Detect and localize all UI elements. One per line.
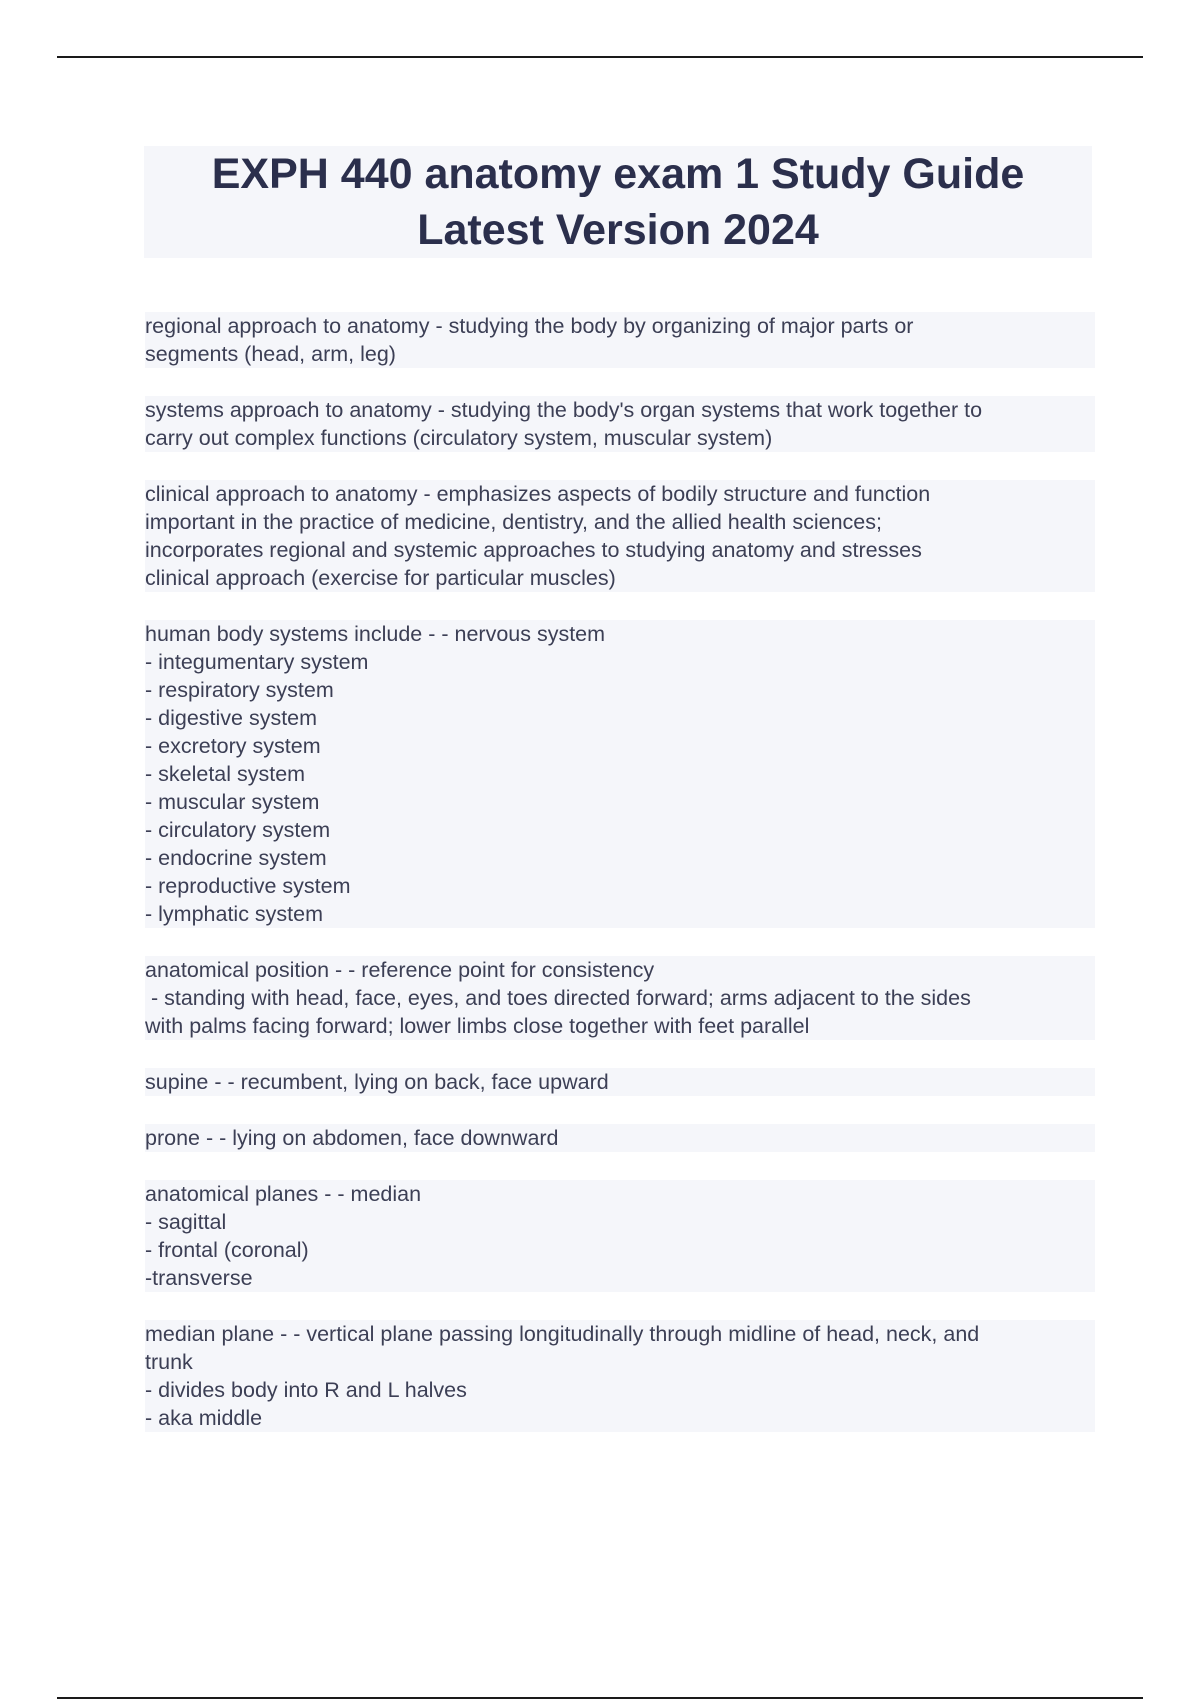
entry-text-line: human body systems include - - nervous system — [145, 620, 1095, 648]
entry-text-line: anatomical planes - - median — [145, 1180, 1095, 1208]
entry-text-line: - reproductive system — [145, 872, 1095, 900]
entry-text-line: trunk — [145, 1348, 1095, 1376]
entry-text-line: clinical approach (exercise for particular muscles) — [145, 564, 1095, 592]
entry-text-line: - excretory system — [145, 732, 1095, 760]
entry-text-line: anatomical position - - reference point for consistency — [145, 956, 1095, 984]
entry-text-line: important in the practice of medicine, dentistry, and the allied health sciences; — [145, 508, 1095, 536]
entry-text-line: - integumentary system — [145, 648, 1095, 676]
study-entry — [145, 1068, 1095, 1096]
entry-text-line: median plane - - vertical plane passing longitudinally through midline of head, neck, and — [145, 1320, 1095, 1348]
study-entry — [145, 480, 1095, 592]
entry-text-line: incorporates regional and systemic approaches to studying anatomy and stresses — [145, 536, 1095, 564]
bottom-divider — [57, 1697, 1143, 1699]
entry-text-line: - circulatory system — [145, 816, 1095, 844]
study-entry — [145, 620, 1095, 928]
study-entry — [145, 312, 1095, 368]
entry-text-line: - muscular system — [145, 788, 1095, 816]
study-entry — [145, 956, 1095, 1040]
entry-text-line: prone - - lying on abdomen, face downward — [145, 1124, 1095, 1152]
entry-text-line: - endocrine system — [145, 844, 1095, 872]
study-entry — [145, 1124, 1095, 1152]
entry-text-line: - sagittal — [145, 1208, 1095, 1236]
entry-text-line: carry out complex functions (circulatory system, muscular system) — [145, 424, 1095, 452]
entry-text-line: - lymphatic system — [145, 900, 1095, 928]
entry-text-line: -transverse — [145, 1264, 1095, 1292]
entry-text-line: - frontal (coronal) — [145, 1236, 1095, 1264]
entry-text-line: - standing with head, face, eyes, and toes directed forward; arms adjacent to the sides — [145, 984, 1095, 1012]
entry-text-line: supine - - recumbent, lying on back, face upward — [145, 1068, 1095, 1096]
study-entry — [145, 1320, 1095, 1432]
entry-text-line: - skeletal system — [145, 760, 1095, 788]
entry-text-line: - respiratory system — [145, 676, 1095, 704]
entry-text-line: - digestive system — [145, 704, 1095, 732]
entry-text-line: - divides body into R and L halves — [145, 1376, 1095, 1404]
entry-text-line: segments (head, arm, leg) — [145, 340, 1095, 368]
document-title — [144, 146, 1092, 258]
study-entry — [145, 1180, 1095, 1292]
entry-text-line: - aka middle — [145, 1404, 1095, 1432]
entry-text-line: clinical approach to anatomy - emphasizes aspects of bodily structure and function — [145, 480, 1095, 508]
entry-text-line: with palms facing forward; lower limbs close together with feet parallel — [145, 1012, 1095, 1040]
title-line: Latest Version 2024 — [417, 206, 819, 254]
entry-text-line: regional approach to anatomy - studying the body by organizing of major parts or — [145, 312, 1095, 340]
entry-text-line: systems approach to anatomy - studying the body's organ systems that work together to — [145, 396, 1095, 424]
study-guide-content — [145, 312, 1095, 1460]
title-line: EXPH 440 anatomy exam 1 Study Guide — [211, 150, 1025, 198]
top-divider — [57, 56, 1143, 58]
study-entry — [145, 396, 1095, 452]
